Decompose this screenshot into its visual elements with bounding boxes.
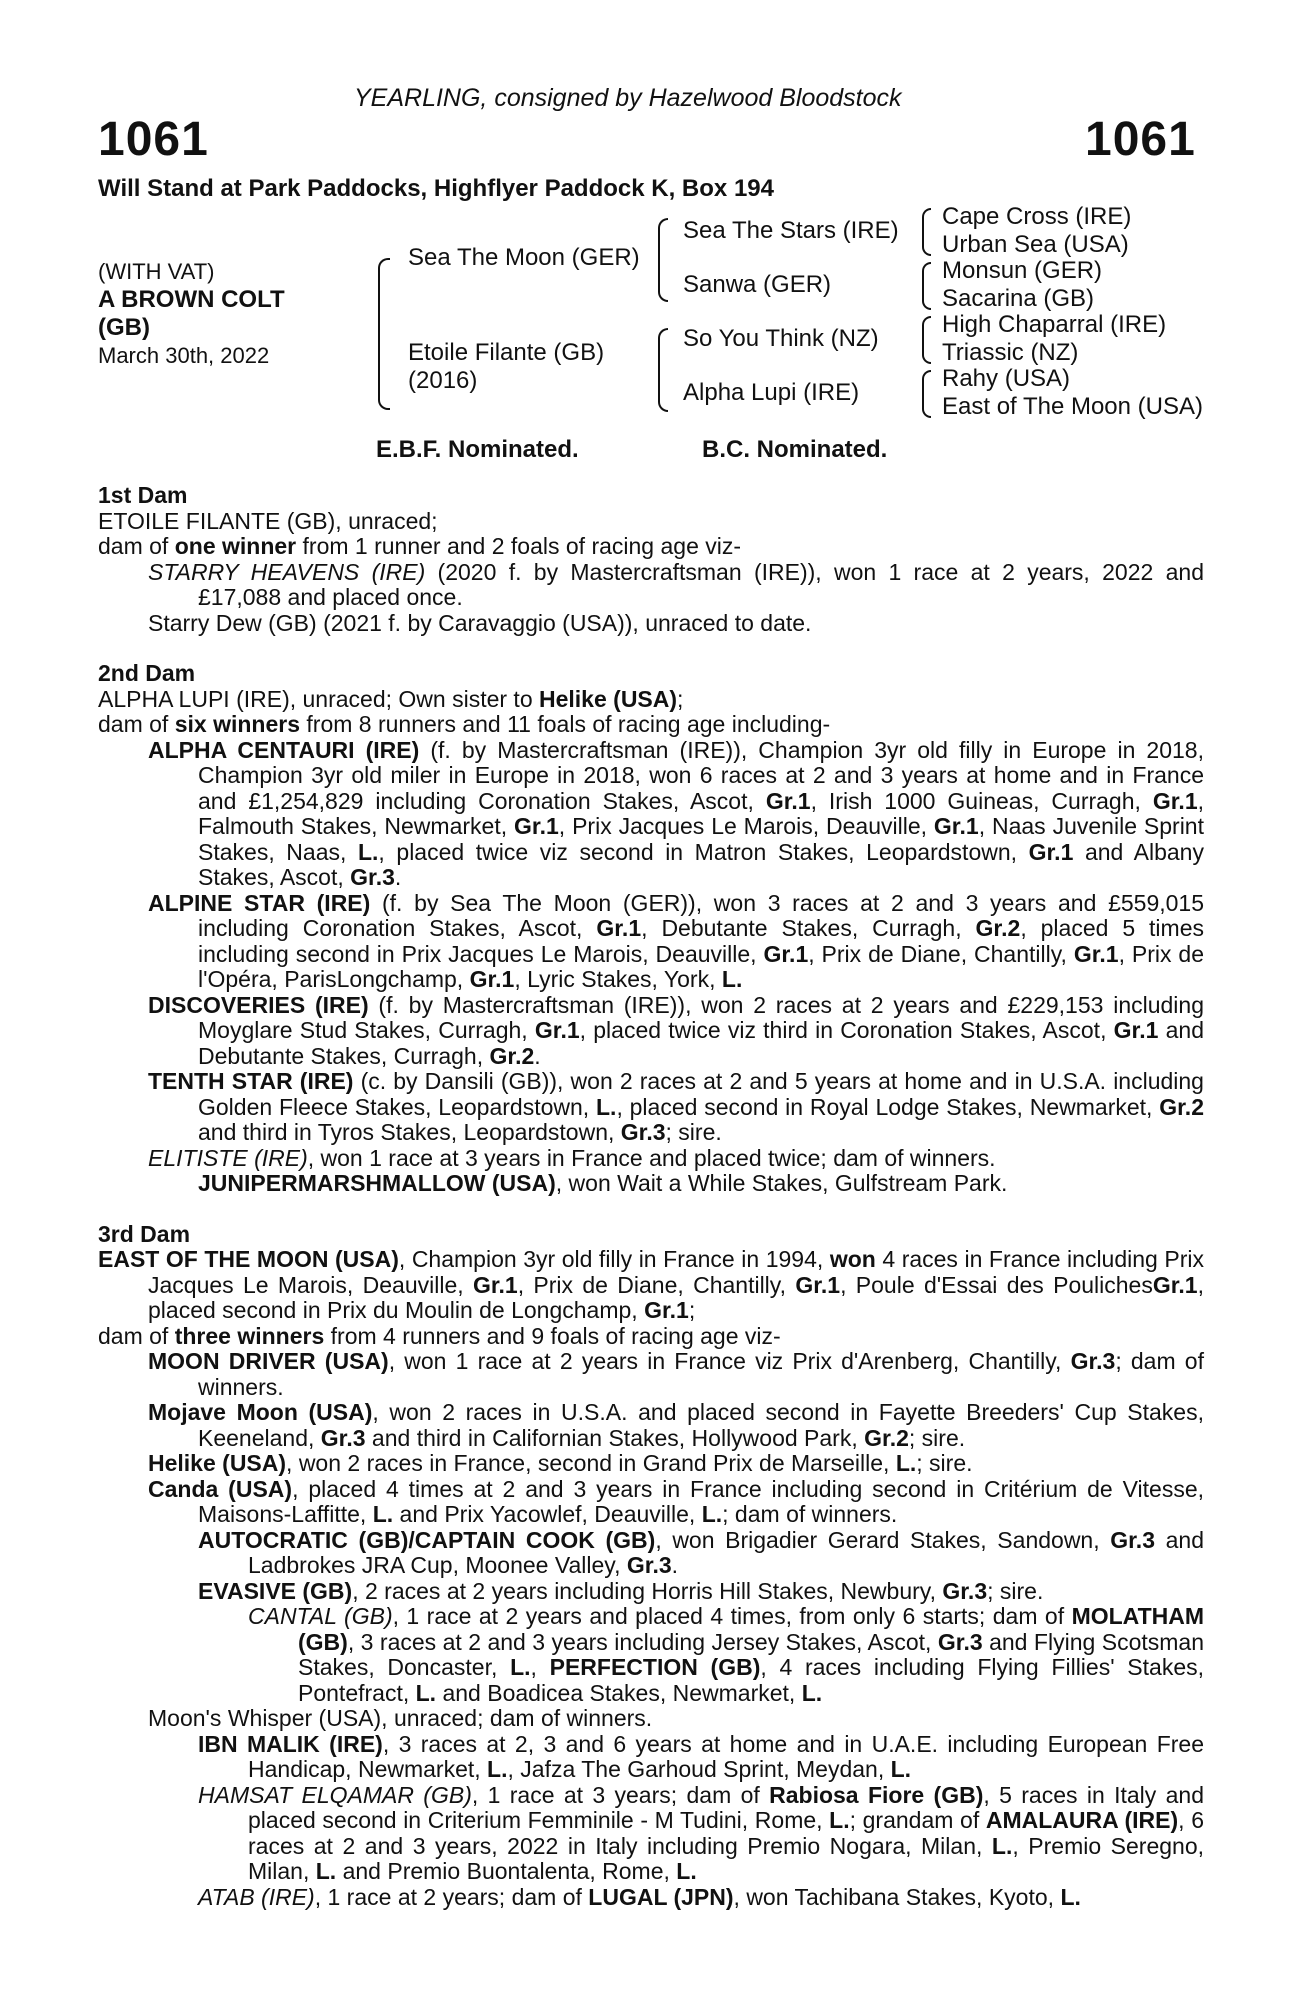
text: ; grandam of — [849, 1807, 986, 1833]
second-dam-heading: 2nd Dam — [98, 660, 196, 686]
text: from 1 runner and 2 foals of racing age viz- — [296, 533, 742, 559]
produce-name: ATAB (IRE) — [198, 1883, 315, 1910]
dam-name: EAST OF THE MOON (USA) — [98, 1246, 399, 1272]
text: , won Brigadier Gerard Stakes, Sandown, — [655, 1526, 1111, 1553]
produce-name: TENTH STAR (IRE) — [148, 1068, 354, 1094]
produce-name: MOON DRIVER (USA) — [148, 1348, 389, 1374]
text: , placed 4 times at 2 and 3 years in France including second in Critérium de Vitesse, Maisons-Laffitte, — [198, 1475, 1205, 1527]
produce-entry: Starry Dew (GB) (2021 f. by Caravaggio (USA)), unraced to date. — [148, 609, 812, 636]
text: , won 1 race at 3 years in France and placed twice; dam of winners. — [307, 1144, 996, 1171]
produce-entry — [98, 1528, 1204, 1579]
text: (f. by Mastercraftsman (IRE)), Champion 3yr old filly in Europe in 2018, Champion 3yr old miler in Europe in 2018, won 6 races at 2 and 3 years at home and in France and £1,254,829 including Coronation Stakes, Ascot, — [198, 736, 1204, 814]
grade: Gr.1 — [514, 813, 559, 839]
grade: Gr.1 — [1152, 1271, 1198, 1298]
third-dam-heading: 3rd Dam — [98, 1220, 191, 1247]
text: , won Wait a While Stakes, Gulfstream Park. — [555, 1170, 1008, 1196]
stand-location: Will Stand at Park Paddocks, Highflyer Paddock K, Box 194 — [98, 175, 774, 202]
text: , won Tachibana Stakes, Kyoto, — [733, 1883, 1061, 1910]
produce-entry — [98, 1885, 1204, 1911]
grade: Gr.1 — [596, 915, 642, 941]
grade: Gr.2 — [864, 1424, 909, 1451]
grade: Gr.1 — [1028, 838, 1074, 865]
grade: Gr.1 — [644, 1297, 689, 1323]
text: , won 2 races in U.S.A. and placed second in Fayette Breeders' Cup Stakes, Keeneland, — [198, 1399, 1204, 1451]
produce-name: JUNIPERMARSHMALLOW (USA) — [198, 1170, 556, 1196]
winners-count: one winner — [174, 533, 297, 559]
produce-name: STARRY HEAVENS (IRE) — [148, 558, 426, 585]
text: . — [394, 864, 402, 890]
text: (2020 f. by Mastercraftsman (IRE)), won 1 race at 2 years, 2022 and £17,088 and placed once. — [198, 558, 1204, 610]
sdd-name: Sacarina (GB) — [942, 285, 1095, 312]
sire-name: Sea The Moon (GER) — [408, 244, 640, 271]
grade: Gr.1 — [534, 1017, 580, 1043]
text: , 6 races at 2 and 3 years, 2022 in Italy including Premio Nogara, Milan, — [248, 1807, 1204, 1859]
text: , 3 races at 2 and 3 years including Jersey Stakes, Ascot, — [347, 1628, 938, 1655]
text: , Irish 1000 Guineas, Curragh, — [810, 787, 1153, 814]
text: , 1 race at 2 years; dam of — [314, 1883, 589, 1910]
text: , Prix de Diane, Chantilly, — [808, 940, 1074, 967]
text: and Prix Yacowlef, Deauville, — [393, 1501, 702, 1527]
text: and Ladbrokes JRA Cup, Moonee Valley, — [248, 1526, 1204, 1578]
grade: L. — [721, 966, 743, 992]
text: and Flying Scotsman Stakes, Doncaster, — [298, 1628, 1204, 1680]
grade: Gr.1 — [469, 966, 515, 992]
ebf-nomination: E.B.F. Nominated. — [376, 436, 579, 463]
text: , 1 race at 2 years and placed 4 times, from only 6 starts; dam of — [392, 1603, 1072, 1629]
text: (f. by Mastercraftsman (IRE)), won 2 races at 2 years and £229,153 including Moyglare Stud Stakes, Curragh, — [198, 991, 1205, 1043]
grade: L. — [895, 1450, 917, 1476]
text: , Prix de Diane, Chantilly, — [517, 1271, 796, 1298]
first-dam-summary — [98, 534, 1204, 560]
produce-entry — [98, 1451, 1204, 1477]
text: , Falmouth Stakes, Newmarket, — [198, 787, 1205, 839]
grade: Gr.1 — [763, 940, 809, 967]
text: ALPHA LUPI (IRE), unraced; Own sister to — [98, 685, 539, 712]
text: , 3 races at 2, 3 and 6 years at home and in U.A.E. including European Free Handicap, Newmarket, — [248, 1730, 1204, 1782]
text: , Lyric Stakes, York, — [514, 966, 722, 992]
pedigree-brace-ss — [922, 208, 931, 256]
text: ; sire. — [665, 1119, 722, 1145]
grade: Gr.1 — [1113, 1017, 1159, 1043]
grade: Gr.2 — [975, 915, 1021, 941]
text: , Prix de l'Opéra, ParisLongchamp, — [198, 940, 1205, 992]
pedigree-brace-sd — [922, 262, 931, 310]
text: , placed second in Prix du Moulin de Longchamp, — [148, 1271, 1204, 1323]
pedigree-brace-main — [378, 258, 390, 410]
grade: Gr.1 — [1073, 940, 1119, 967]
dam-name: Etoile Filante (GB) — [408, 339, 605, 366]
bc-nomination: B.C. Nominated. — [702, 436, 888, 463]
text: , placed twice viz third in Coronation Stakes, Ascot, — [579, 1017, 1114, 1043]
text: dam of — [98, 711, 175, 737]
text: , placed second in Royal Lodge Stakes, Newmarket, — [616, 1093, 1160, 1120]
horse-identity — [98, 258, 285, 370]
dam-sire: So You Think (NZ) — [683, 325, 879, 352]
grade: L. — [415, 1679, 437, 1706]
grade: L. — [510, 1654, 531, 1680]
produce-entry — [98, 1349, 1204, 1400]
grade: Gr.1 — [1152, 787, 1198, 814]
text: 4 races in France including Prix Jacques Le Marois, Deauville, — [148, 1246, 1204, 1298]
text: ; — [677, 685, 684, 712]
text: ; — [688, 1297, 696, 1323]
text: ; sire. — [916, 1450, 973, 1476]
produce-entry — [98, 1579, 1204, 1605]
produce-name: IBN MALIK (IRE) — [198, 1730, 383, 1757]
text: from 8 runners and 11 foals of racing age including- — [300, 711, 831, 737]
first-dam-heading: 1st Dam — [98, 482, 188, 508]
text: from 4 runners and 9 foals of racing age viz- — [324, 1322, 781, 1349]
grade: L. — [701, 1501, 723, 1527]
text: , 1 race at 3 years; dam of — [471, 1781, 770, 1808]
text: ; dam of winners. — [722, 1501, 898, 1527]
produce-entry — [98, 1069, 1204, 1146]
second-dam-line — [98, 687, 1204, 713]
produce-name: Rabiosa Fiore (GB) — [769, 1781, 984, 1808]
grade: Gr.3 — [1110, 1526, 1155, 1553]
grade: L. — [487, 1756, 508, 1782]
text: , — [530, 1654, 550, 1680]
produce-name: DISCOVERIES (IRE) — [148, 991, 369, 1018]
sire-sire: Sea The Stars (IRE) — [683, 217, 899, 244]
text: dam of — [98, 1322, 175, 1349]
grade: Gr.3 — [626, 1552, 672, 1578]
grade: L. — [801, 1679, 823, 1706]
text: , 4 races including Flying Fillies' Stakes, Pontefract, — [298, 1654, 1204, 1706]
text: , Poule d'Essai des Pouliches — [840, 1271, 1153, 1298]
sire-dam: Sanwa (GER) — [683, 271, 832, 298]
produce-name: PERFECTION (GB) — [549, 1654, 761, 1680]
first-dam-line: ETOILE FILANTE (GB), unraced; — [98, 507, 438, 534]
dam-year: (2016) — [408, 367, 478, 394]
second-dam-summary — [98, 712, 1204, 738]
produce-name: AMALAURA (IRE) — [985, 1807, 1179, 1833]
produce-name: LUGAL (JPN) — [588, 1883, 734, 1910]
text: , won 1 race at 2 years in France viz Prix d'Arenberg, Chantilly, — [388, 1348, 1071, 1374]
produce-entry — [98, 1171, 1204, 1197]
produce-entry — [98, 1732, 1204, 1783]
produce-entry — [98, 993, 1204, 1070]
vat-label: (WITH VAT) — [98, 259, 215, 284]
text: , 2 races at 2 years including Horris Hill Stakes, Newbury, — [352, 1577, 943, 1604]
consignor-line: YEARLING, consigned by Hazelwood Bloodstock — [354, 84, 902, 112]
produce-name: ELITISTE (IRE) — [148, 1144, 308, 1171]
text: ; sire. — [987, 1577, 1044, 1604]
produce-name: HAMSAT ELQAMAR (GB) — [198, 1781, 472, 1808]
text: . — [534, 1042, 541, 1069]
produce-entry — [98, 1783, 1204, 1885]
produce-entry — [98, 738, 1204, 891]
foaling-date: March 30th, 2022 — [98, 343, 270, 368]
text: , Champion 3yr old filly in France in 1994, — [398, 1246, 830, 1272]
produce-name: CANTAL (GB) — [248, 1603, 393, 1629]
grade: Gr.3 — [350, 864, 395, 890]
text: and Debutante Stakes, Curragh, — [198, 1017, 1204, 1069]
produce-record — [98, 483, 1204, 1910]
grade: L. — [676, 1858, 697, 1884]
grade: Gr.3 — [937, 1628, 983, 1655]
dds-name: Rahy (USA) — [942, 365, 1071, 392]
grade: L. — [372, 1501, 394, 1527]
text: , won 2 races in France, second in Grand Prix de Marseille, — [286, 1450, 896, 1476]
text: , placed 5 times including second in Prix Jacques Le Marois, Deauville, — [198, 915, 1204, 967]
sds-name: Monsun (GER) — [942, 257, 1103, 284]
grade: L. — [890, 1756, 912, 1782]
grade: L. — [991, 1832, 1013, 1859]
third-dam-line — [98, 1247, 1204, 1324]
text: (f. by Sea The Moon (GER)), won 3 races at 2 and 3 years and £559,015 including Coronation Stakes, Ascot, — [198, 889, 1204, 941]
text: and third in Californian Stakes, Hollywood Park, — [365, 1424, 865, 1451]
produce-name: Helike (USA) — [148, 1450, 287, 1476]
country-suffix: (GB) — [98, 314, 150, 341]
produce-entry — [98, 891, 1204, 993]
dss-name: High Chaparral (IRE) — [942, 311, 1167, 338]
ddd-name: East of The Moon (USA) — [942, 393, 1203, 420]
grade: Gr.2 — [1159, 1093, 1204, 1120]
text: , Prix Jacques Le Marois, Deauville, — [558, 813, 934, 839]
grade: L. — [315, 1858, 337, 1884]
grade: Gr.1 — [472, 1271, 518, 1298]
produce-entry — [98, 1477, 1204, 1528]
text: . — [671, 1552, 679, 1578]
sister-name: Helike (USA) — [539, 685, 678, 712]
grade: Gr.3 — [320, 1424, 366, 1451]
produce-entry — [98, 1146, 1204, 1172]
lot-number-right: 1061 — [1085, 113, 1196, 166]
grade: Gr.1 — [765, 787, 811, 814]
grade: L. — [1060, 1883, 1081, 1910]
text: and third in Tyros Stakes, Leopardstown, — [198, 1119, 621, 1145]
text: , Debutante Stakes, Curragh, — [641, 915, 976, 941]
grade: Gr.1 — [933, 813, 979, 839]
pedigree-brace-ds — [922, 316, 931, 364]
grade: Gr.1 — [795, 1271, 841, 1298]
grade: L. — [357, 838, 379, 865]
produce-entry: Moon's Whisper (USA), unraced; dam of winners. — [148, 1705, 653, 1731]
grade: L. — [829, 1807, 850, 1833]
pedigree-brace-dd — [922, 370, 931, 418]
text: and Albany Stakes, Ascot, — [198, 838, 1204, 890]
produce-entry — [98, 1604, 1204, 1706]
text: ; dam of winners. — [198, 1348, 1204, 1400]
text: and Premio Buontalenta, Rome, — [336, 1858, 677, 1884]
produce-name: ALPHA CENTAURI (IRE) — [148, 736, 420, 763]
third-dam-summary — [98, 1324, 1204, 1350]
text: won — [829, 1246, 876, 1272]
produce-name: AUTOCRATIC (GB)/CAPTAIN COOK (GB) — [198, 1526, 656, 1553]
winners-count: six winners — [174, 711, 300, 737]
grade: L. — [595, 1093, 617, 1120]
sex-colour: A BROWN COLT — [98, 286, 285, 313]
pedigree-brace-sire — [658, 218, 668, 302]
ssd-name: Urban Sea (USA) — [942, 231, 1129, 258]
produce-entry — [98, 560, 1204, 611]
dam-dam: Alpha Lupi (IRE) — [683, 379, 860, 406]
text: , 5 races in Italy and placed second in Criterium Femminile - M Tudini, Rome, — [248, 1781, 1204, 1833]
text: and Boadicea Stakes, Newmarket, — [436, 1679, 802, 1706]
dsd-name: Triassic (NZ) — [942, 339, 1079, 366]
produce-name: Mojave Moon (USA) — [148, 1399, 373, 1425]
grade: Gr.3 — [1070, 1348, 1116, 1374]
produce-name: EVASIVE (GB) — [198, 1577, 353, 1604]
produce-name: ALPINE STAR (IRE) — [148, 889, 371, 916]
text: , Naas Juvenile Sprint Stakes, Naas, — [198, 813, 1204, 865]
produce-name: MOLATHAM (GB) — [298, 1603, 1204, 1655]
text: , placed twice viz second in Matron Stakes, Leopardstown, — [378, 838, 1029, 865]
produce-entry — [98, 1400, 1204, 1451]
grade: Gr.2 — [489, 1042, 535, 1069]
winners-count: three winners — [174, 1322, 325, 1349]
text: , Premio Seregno, Milan, — [248, 1832, 1204, 1884]
text: (c. by Dansili (GB)), won 2 races at 2 and 5 years at home and in U.S.A. including Golden Fleece Stakes, Leopardstown, — [198, 1068, 1204, 1120]
lot-number-left: 1061 — [98, 113, 209, 166]
text: ; sire. — [908, 1424, 966, 1451]
grade: Gr.3 — [620, 1119, 666, 1145]
text: dam of — [98, 533, 175, 559]
grade: Gr.3 — [942, 1577, 988, 1604]
sss-name: Cape Cross (IRE) — [942, 203, 1132, 230]
produce-name: Canda (USA) — [148, 1475, 293, 1502]
pedigree-brace-dam — [658, 328, 668, 412]
text: , Jafza The Garhoud Sprint, Meydan, — [507, 1756, 891, 1782]
